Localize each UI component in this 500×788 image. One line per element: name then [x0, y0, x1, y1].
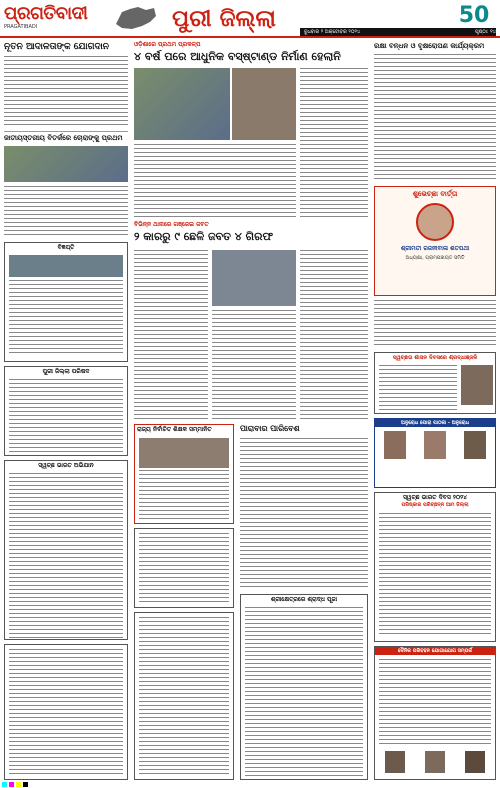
col1-photo: [4, 146, 128, 182]
clean-india-ad: [374, 492, 496, 642]
newspaper-logo: [4, 3, 100, 33]
center-notice: [240, 594, 368, 780]
center-headline-4: ପାରାବାର ପାରିବେଶ: [240, 424, 300, 433]
appeal-ad: [374, 418, 496, 488]
transport-photos: [375, 751, 495, 773]
center-photo-1: [134, 68, 230, 140]
black-swatch: [23, 782, 28, 787]
avatar: [416, 203, 454, 241]
center-headline-2: ୨ କାରରୁ ୯ ଛେଳି ଜବତ ୪ ଗିରଫ: [134, 230, 274, 243]
notice-3-text: [9, 473, 123, 639]
cyan-swatch: [2, 782, 7, 787]
appeal-photo-3: [464, 431, 486, 459]
notice-1-image: [9, 255, 123, 277]
center-story-2-text-c: [300, 250, 368, 420]
center-ad-1: [134, 528, 234, 608]
center-photo-3: [212, 250, 296, 306]
anniversary-number: 50: [458, 3, 490, 28]
birthday-ad: [374, 186, 496, 296]
notice-1-text: [9, 280, 123, 356]
transport-title: ଦୈନିକ ପରିବହନ ଯୋଗାଯୋଗ ସମ୍ପର୍କ: [375, 647, 495, 655]
transport-photo-3: [465, 751, 485, 773]
clean-india-text: [379, 513, 491, 635]
appeal-photo-1: [384, 431, 406, 459]
center-ad-1-text: [139, 533, 229, 603]
center-ad-2-text: [139, 617, 229, 775]
center-story-text-b: [134, 144, 296, 218]
district-title: ପୁରୀ ଜିଲ୍ଲା: [172, 6, 276, 32]
col1-story-2-text: [4, 186, 128, 238]
mourning-photo: [461, 365, 493, 405]
col1-notice-3: [4, 460, 128, 640]
mourning-text: [379, 365, 457, 411]
center-story-2-text-a: [134, 250, 208, 420]
center-story-4-text: [240, 438, 368, 588]
district-map-icon: [112, 4, 158, 32]
color-registration-marks: [2, 782, 28, 787]
magenta-swatch: [9, 782, 14, 787]
center-notice-text: [245, 607, 363, 777]
transport-photo-2: [425, 751, 445, 773]
col1-headline-1: ନୂତନ ଆଦାଳତାଙ୍କ ଯୋଗଦାନ: [4, 42, 109, 52]
appeal-photos: [375, 431, 495, 459]
col1-headline-2: ଜାତୀୟସ୍ତରୀୟ ବିତର୍କରେ ଚୋରାଙ୍କୁ ପ୍ରଥମ: [4, 134, 123, 142]
col1-notice-2: [4, 366, 128, 456]
birthday-name: ଶ୍ରୀମତୀ ରଜନୀବାଳା ଶତପଥୀ: [400, 245, 470, 252]
col1-story-1-text: [4, 56, 128, 128]
notice-2-text: [9, 379, 123, 455]
center-ad-2: [134, 612, 234, 780]
logo-text: ପ୍ରଗତିବାଦୀ: [4, 3, 88, 24]
transport-photo-1: [385, 751, 405, 773]
center-story-2-text-b: [212, 310, 296, 420]
transport-text: [379, 659, 491, 747]
right-story-1-text: [374, 54, 496, 182]
center-story-text-a: [300, 68, 368, 218]
center-headline-3: ରାଜ୍ୟ ନିର୍ବାଚିତ ଶିକ୍ଷକ ସମ୍ମାନିତ: [137, 426, 212, 433]
transport-notice: [374, 646, 496, 780]
center-kicker-2: ବିଭିନ୍ନ ଥାନାରେ ଗଞ୍ଜେଇ ଜବତ: [134, 221, 209, 228]
notice-4-text: [9, 649, 123, 775]
appeal-photo-2: [424, 431, 446, 459]
center-box-1: [134, 424, 234, 524]
center-photo-2: [232, 68, 296, 140]
notice-1-title: ବିଜ୍ଞପ୍ତି: [57, 244, 75, 251]
center-notice-title: ଶ୍ରୀକ୍ଷେତ୍ରରେ ଶ୍ରାଦ୍ଧ ପୂଜା: [270, 596, 338, 603]
page-number: ପୃଷ୍ଠା: ୧୪: [475, 29, 496, 35]
center-headline: ୪ ବର୍ଷ ପରେ ଆଧୁନିକ ବସ୍‌ଷ୍ଟାଣ୍ଡ ନିର୍ମାଣ ହେଲାନି: [134, 50, 341, 63]
mourning-ad: [374, 352, 496, 414]
notice-2-title: ପୁରୀ ଜିଲ୍ଲା ପରିଷଦ: [42, 368, 90, 375]
mourning-title: ସ୍ୱଚ୍ଛତା ଶାସନ ଦିବସରେ ଶ୍ରଦ୍ଧାଞ୍ଜଳି: [392, 355, 478, 361]
right-story-2-text: [374, 300, 496, 348]
notice-3-title: ସ୍ୱଚ୍ଛ ଭାରତ ଅଭିଯାନ: [38, 462, 94, 469]
appeal-title: ଅନୁରୋଧ ପୋରା ପାଠକା - ଅନୁରୋଧ: [375, 419, 495, 427]
birthday-role: ଅଧ୍ୟକ୍ଷା, ଗ୍ରାମପଞ୍ଚାୟତ ସମିତି: [405, 255, 465, 261]
right-headline-1: ରକ୍ଷା ବନ୍ଧନ ଓ ବୃକ୍ଷରୋପଣ କାର୍ଯ୍ୟକ୍ରମ: [374, 42, 485, 50]
clean-india-title: ସ୍ୱଚ୍ଛ ଭାରତ ଦିବସ ୨୦୨୪: [403, 494, 467, 501]
col1-notice-1: [4, 242, 128, 362]
yellow-swatch: [16, 782, 21, 787]
birthday-title: ଶୁଭେଚ୍ଛା ବାର୍ତ୍ତା: [412, 190, 458, 198]
col1-notice-4: [4, 644, 128, 780]
clean-india-subtitle: ପରିଷ୍କାର ପରିଚ୍ଛନ୍ନ ଆମ ଜିଲ୍ଲା: [401, 501, 469, 508]
logo-subtext: PRAGATIBADI: [4, 24, 38, 30]
dateline: ବୁଧବାର ୨ ଅକ୍ଟୋବର ୨୦୨୪: [300, 28, 496, 36]
center-box-1-text: [139, 470, 229, 520]
divider: [4, 131, 128, 132]
center-kicker: ଓଡ଼ିଶାରେ ପ୍ରଥମ ପ୍ରକଳ୍ପ: [134, 41, 201, 48]
teacher-photo: [139, 438, 229, 468]
